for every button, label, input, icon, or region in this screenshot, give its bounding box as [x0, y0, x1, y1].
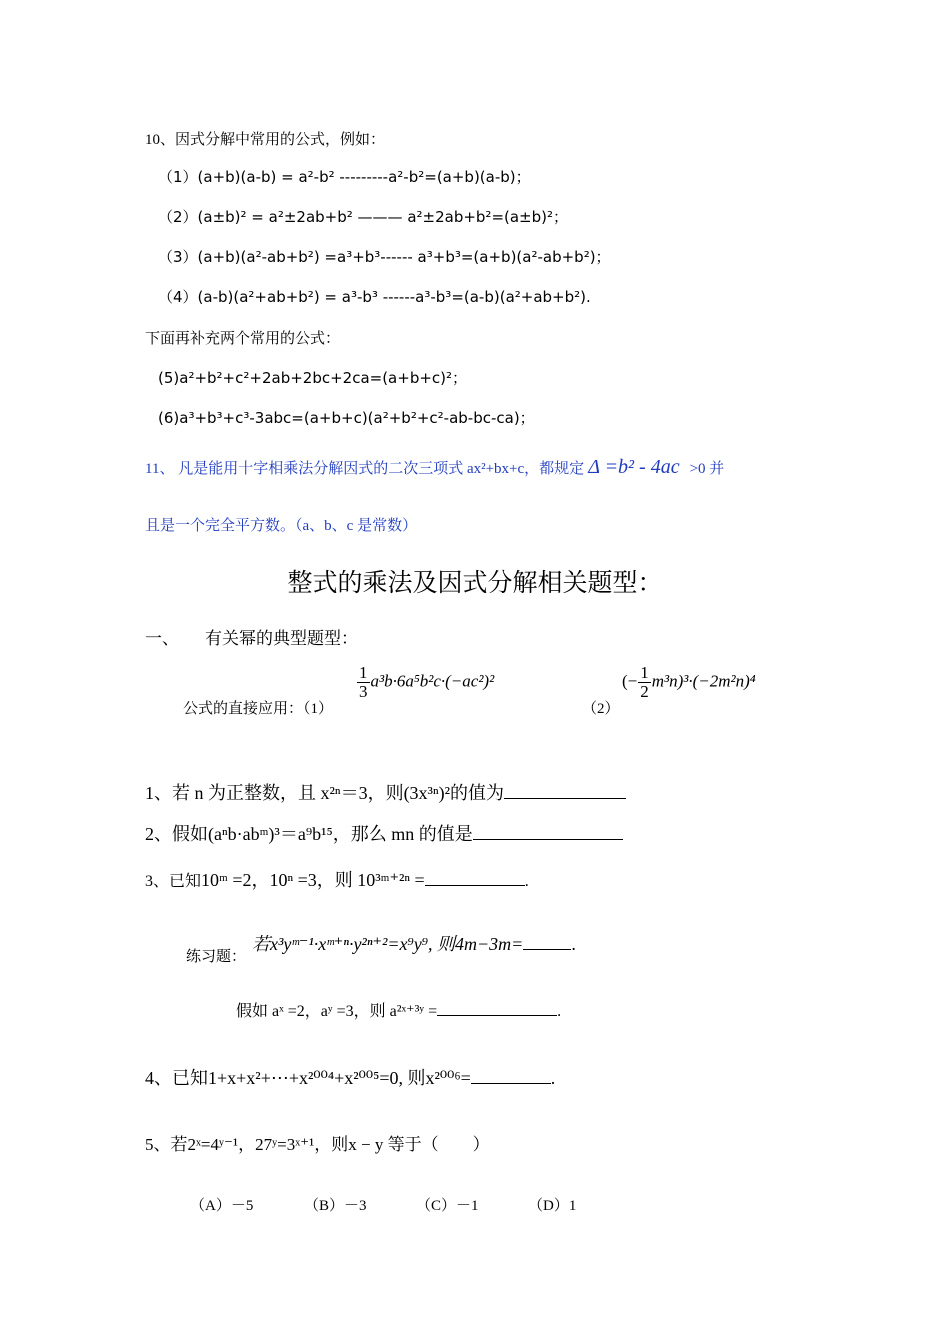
question-2: [145, 820, 623, 846]
formula-3: （3）(a+b)(a²-ab+b²) =a³+b³------ a³+b³=(a+b)(a²-ab+b²)；: [158, 248, 611, 266]
question-3-prefix: 3、已知: [145, 873, 202, 890]
question-5: 5、若2ˣ=4ʸ⁻¹，27ʸ=3ˣ⁺¹，则x − y 等于（ ）: [145, 1135, 490, 1154]
expression-2-body: m³n)³·(−2m²n)⁴: [651, 671, 756, 691]
question-4-text: 4、已知1+x+x²+⋯+x²⁰⁰⁴+x²⁰⁰⁵=0, 则x²⁰⁰⁶=: [145, 1068, 471, 1088]
direct-application-label: 公式的直接应用：（1）: [183, 701, 334, 717]
answer-blank[interactable]: [473, 820, 623, 840]
expression-2-label: （2）: [582, 701, 620, 717]
formula-intro: 10、因式分解中常用的公式，例如：: [145, 132, 386, 148]
question-3-expression: 10ᵐ =2，10ⁿ =3，则 10³ᵐ⁺²ⁿ =: [201, 870, 425, 890]
expression-1-fraction: [357, 664, 370, 701]
item-11-tail: >0 并: [689, 461, 725, 477]
formula-supplement: 下面再补充两个常用的公式：: [145, 329, 341, 347]
section-title: 整式的乘法及因式分解相关题型：: [287, 568, 663, 597]
answer-blank[interactable]: [425, 868, 525, 886]
answer-blank[interactable]: [523, 930, 571, 950]
answer-blank[interactable]: [504, 779, 626, 799]
fraction-numerator: 1: [359, 663, 368, 682]
practice-2-expression: 假如 aˣ =2，aʸ =3，则 a²ˣ⁺³ʸ =: [236, 1003, 438, 1020]
part-1-heading: [145, 624, 358, 649]
formula-4: （4）(a-b)(a²+ab+b²) = a³-b³ ------a³-b³=(a-b)(a²+ab+b²).: [158, 288, 591, 306]
question-1: [145, 779, 626, 805]
question-2-text: 2、假如(aⁿb·abᵐ)³＝a⁹b¹⁵，那么 mn 的值是: [145, 824, 473, 844]
expression-2-prefix: (−: [622, 671, 638, 691]
expression-2: [622, 664, 756, 701]
fraction-numerator: 1: [640, 663, 649, 682]
fraction-denominator: 3: [359, 681, 368, 701]
practice-2: 假如 aˣ =2，aʸ =3，则 a²ˣ⁺³ʸ = .: [236, 998, 561, 1021]
part-1-number: 一、: [145, 629, 179, 648]
answer-blank[interactable]: [471, 1064, 551, 1084]
option-b[interactable]: （B）－3: [304, 1198, 367, 1214]
practice-label: 练习题：: [186, 949, 247, 965]
formula-6: (6)a³+b³+c³-3abc=(a+b+c)(a²+b²+c²-ab-bc-ca)；: [158, 409, 535, 427]
expression-1-body: a³b·6a⁵b²c·(−ac²)²: [370, 671, 495, 691]
question-3: 3、已知10ᵐ =2，10ⁿ =3，则 10³ᵐ⁺²ⁿ = .: [145, 870, 529, 890]
formula-1: （1）(a+b)(a-b) = a²-b² ---------a²-b²=(a+b)(a-b)；: [158, 168, 531, 186]
formula-2: （2）(a±b)² = a²±2ab+b² ——— a²±2ab+b²=(a±b)²；: [158, 208, 569, 226]
question-1-text: 1、若 n 为正整数，且 x²ⁿ＝3，则(3x³ⁿ)²的值为: [145, 783, 505, 803]
item-11-line-1: [145, 456, 724, 479]
option-d[interactable]: （D）1: [528, 1198, 577, 1214]
practice-expression-body: 若x³yᵐ⁻¹·xᵐ⁺ⁿ·y²ⁿ⁺²=x⁹y⁹, 则4m−3m=: [252, 934, 524, 954]
formula-5: (5)a²+b²+c²+2ab+2bc+2ca=(a+b+c)²；: [158, 369, 468, 387]
item-11-lead: 11、 凡是能用十字相乘法分解因式的二次三项式 ax²+bx+c，都规定: [145, 461, 585, 477]
answer-blank[interactable]: [437, 998, 557, 1016]
item-11-line-2: 且是一个完全平方数。（a、b、c 是常数）: [145, 518, 418, 534]
expression-1: [356, 664, 494, 701]
question-4: 4、已知1+x+x²+⋯+x²⁰⁰⁴+x²⁰⁰⁵=0, 则x²⁰⁰⁶= .: [145, 1064, 555, 1090]
option-c[interactable]: （C）－1: [416, 1198, 479, 1214]
part-1-title: 有关幂的典型题型：: [205, 629, 358, 648]
expression-2-fraction: [638, 664, 651, 701]
question-5-options: [190, 1194, 576, 1215]
item-11-delta: Δ =b² - 4ac: [588, 456, 680, 478]
practice-expression: 若x³yᵐ⁻¹·xᵐ⁺ⁿ·y²ⁿ⁺²=x⁹y⁹, 则4m−3m= .: [252, 930, 576, 956]
fraction-denominator: 2: [640, 681, 649, 701]
option-a[interactable]: （A）－5: [190, 1198, 254, 1214]
